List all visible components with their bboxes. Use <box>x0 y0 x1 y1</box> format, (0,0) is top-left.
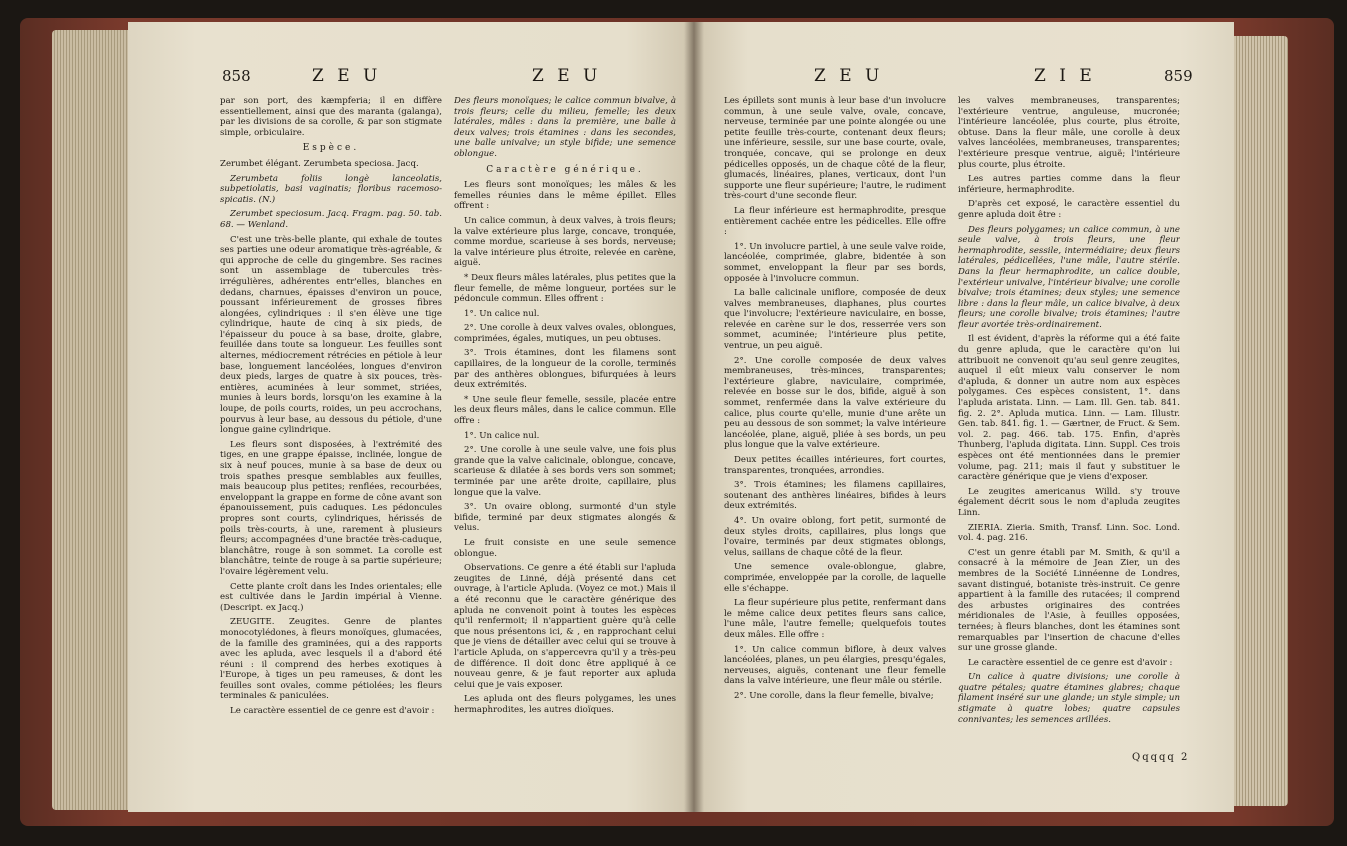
paragraph: Un calice à quatre divisions; une corolle à quatre pétales; quatre étamines glabres; chaque filament inséré sur une glande; un style simple; un stigmate à quatre lobes; quatre capsules connivantes; les semences arillées. <box>958 672 1180 725</box>
right-column-1 <box>724 96 946 746</box>
signature-mark: Qqqqq 2 <box>1132 752 1190 763</box>
paragraph: La balle calicinale uniflore, composée de deux valves membraneuses, diaphanes, plus courtes que l'involucre; l'extérieure naviculaire, en bosse, relevée en carène sur le dos, resserrée vers son sommet, acuminée; l'intérieure plus petite, ventrue, un peu aiguë. <box>724 288 946 352</box>
right-running-head-right: Z I E <box>1034 66 1096 86</box>
paragraph: 2°. Une corolle à deux valves ovales, oblongues, comprimées, égales, mutiques, un peu obtuses. <box>454 323 676 344</box>
paragraph: Le caractère essentiel de ce genre est d'avoir : <box>230 706 435 717</box>
paragraph: Le zeugites americanus Willd. s'y trouve également décrit sous le nom d'apluda zeugites Linn. <box>958 486 1180 518</box>
paragraph: Les épillets sont munis à leur base d'un involucre commun, à une seule valve, ovale, concave, nerveuse, terminée par une pointe alongée ou une petite feuille très-courte, contenant deux fleurs; une inférieure, sessile, sur une base courte, ovale, tronquée, concave, qui se prolonge en deux pédicelles opposés, un de chaque côté de la fleur, glumacés, linéaires, planes, verticaux, dont l'un supporte une fleur supérieure; l'autre, le rudiment très-court d'une seconde fleur. <box>724 96 946 202</box>
paragraph: ZIERIA. Zieria. Smith, Transf. Linn. Soc. Lond. vol. 4. pag. 216. <box>958 522 1180 544</box>
paragraph: * Une seule fleur femelle, sessile, placée entre les deux fleurs mâles, dans le calice commun. Elle offre : <box>454 394 676 427</box>
paragraph: Il est évident, d'après la réforme qui a été faite du genre apluda, que le caractère qu'on lui attribuoit ne convenoit qu'au seul genre zeugites, auquel il eût mieux valu conserver le nom d'apluda, & donner un autre nom aux espèces polygames. Ces espèces consistent, 1°. dans l'apluda aristata. Linn. — Lam. Ill. Gen. tab. 841. fig. 2. 2°. Apluda mutica. Linn. — Lam. Illustr. Gen. tab. 841. fig. 1. — Gærtner, de Fruct. & Sem. vol. 2. pag. 466. tab. 175. Enfin, d'après Thunberg, l'apluda digitata. Linn. Suppl. Ces trois espèces ont été mentionnées dans le premier volume, pag. 211; mais il faut y substituer le caractère générique que je viens d'exposer. <box>958 334 1180 483</box>
paragraph: 3°. Un ovaire oblong, surmonté d'un style bifide, terminé par deux stigmates alongés & velus. <box>454 502 676 534</box>
section-heading: Caractère générique. <box>486 164 644 175</box>
paragraph: par son port, des kæmpferia; il en diffère essentiellement, ainsi que des maranta (galanga), par les divisions de sa corolle, & par son stigmate simple, orbiculaire. <box>220 96 442 138</box>
right-page <box>694 22 1234 812</box>
paragraph: 1°. Un involucre partiel, à une seule valve roide, lancéolée, comprimée, glabre, bidentée à son sommet, enveloppant la fleur par ses bords, opposée à l'involucre commun. <box>724 241 946 284</box>
right-column-2 <box>958 96 1180 746</box>
left-column-2 <box>454 96 676 746</box>
left-page <box>128 22 694 812</box>
paragraph: 2°. Une corolle composée de deux valves membraneuses, très-minces, transparentes; l'extérieure glabre, naviculaire, comprimée, relevée en bosse sur le dos, bifide, aiguë à son sommet, renfermée dans la valve extérieure du calice, plus courte qu'elle, munie d'une arête un peu au dessous de son sommet; la valve intérieure lancéolée, plane, aiguë, pliée à ses bords, un peu plus longue que la valve extérieure. <box>724 355 946 451</box>
left-page-number: 858 <box>222 67 251 85</box>
left-running-head: Z E U <box>312 66 382 86</box>
paragraph: ZEUGITE. Zeugites. Genre de plantes monocotylédones, à fleurs monoïques, glumacées, de la famille des graminées, qui a des rapports avec les apluda, avec lesquels il a d'abord été réuni : il comprend des herbes exotiques à l'Europe, à tiges un peu rameuses, & dont les feuilles sont ovales, comme pétiolées; les fleurs terminales & paniculées. <box>220 617 442 702</box>
paragraph: Des fleurs monoïques; le calice commun bivalve, à trois fleurs; celle du milieu, femelle; les deux latérales, mâles : dans la première, une balle à deux valves; trois étamines : dans les secondes, une balle univalve; un style bifide; une semence oblongue. <box>454 96 676 159</box>
paragraph: Les fleurs sont disposées, à l'extrémité des tiges, en une grappe épaisse, inclinée, longue de six à neuf pouces, munie à sa base de deux ou trois spathes presque semblables aux feuilles, mais beaucoup plus petites; renflées, recourbées, enveloppant la grappe en forme de cône avant son épanouissement, puis caduques. Les pédoncules propres sont courts, cylindriques, hérissés de poils très-courts, à une, rarement à plusieurs fleurs; accompagnées d'une bractée très-caduque, blanchâtre, rouge à son sommet. La corolle est blanchâtre, teinte de rouge à sa partie supérieure; l'ovaire légèrement velu. <box>220 439 442 577</box>
book-gutter <box>684 22 704 812</box>
paragraph: Cette plante croît dans les Indes orientales; elle est cultivée dans le Jardin impérial à Vienne. (Descript. ex Jacq.) <box>220 581 442 613</box>
paragraph: C'est un genre établi par M. Smith, & qu'il a consacré à la mémoire de Jean Zier, un des membres de la Société Linnéenne de Londres, savant distingué, botaniste très-instruit. Ce genre appartient à la famille des rutacées; il comprend des arbustes originaires des contrées méridionales de l'Asie, à feuilles opposées, ternées; à fleurs blanches, dont les étamines sont remarquables par l'insertion de chacune d'elles sur une grosse glande. <box>958 547 1180 654</box>
paragraph: 1°. Un calice commun biflore, à deux valves lancéolées, planes, un peu élargies, presqu'égales, nerveuses, aiguës, contenant une fleur femelle dans la valve intérieure, une fleur mâle ou stérile. <box>724 644 946 687</box>
paragraph: Zerumbet speciosum. Jacq. Fragm. pag. 50. tab. 68. — Wenland. <box>220 209 442 230</box>
right-page-number: 859 <box>1164 67 1193 85</box>
paragraph: La fleur supérieure plus petite, renfermant dans le même calice deux petites fleurs sans calice, l'une mâle, l'autre femelle; quelquefois toutes deux mâles. Elle offre : <box>724 598 946 640</box>
paragraph: * Deux fleurs mâles latérales, plus petites que la fleur femelle, de même longueur, portées sur le pédoncule commun. Elles offrent : <box>454 272 676 305</box>
paragraph: Les apluda ont des fleurs polygames, les unes hermaphrodites, les autres dioïques. <box>454 694 676 715</box>
paragraph: Des fleurs polygames; un calice commun, à une seule valve, à trois fleurs, une fleur hermaphrodite, sessile, intermédiaire; deux fleurs latérales, pédicellées, l'une mâle, l'autre stérile. Dans la fleur hermaphrodite, un calice double, l'extérieur univalve, l'intérieur bivalve; une corolle bivalve; trois étamines; deux styles; une semence libre : dans la fleur mâle, un calice bivalve, à deux fleurs; une corolle bivalve; trois étamines; l'autre fleur avortée très-ordinairement. <box>958 224 1180 330</box>
paragraph: 4°. Un ovaire oblong, fort petit, surmonté de deux styles droits, capillaires, plus longs que l'ovaire, terminés par deux stigmates oblongs, velus, saillans de chaque côté de la fleur. <box>724 515 946 558</box>
section-heading: Espèce. <box>302 143 360 154</box>
paragraph: 2°. Une corolle à une seule valve, une fois plus grande que la valve calicinale, oblongue, concave, scarieuse & dilatée à ses bords vers son sommet; terminée par une arête droite, capillaire, plus longue que la valve. <box>454 445 676 498</box>
left-column-1 <box>220 96 442 746</box>
paragraph: D'après cet exposé, le caractère essentiel du genre apluda doit être : <box>958 199 1180 220</box>
paragraph: La fleur inférieure est hermaphrodite, presque entièrement cachée entre les pédicelles. Elle offre : <box>724 205 946 238</box>
right-running-head-left: Z E U <box>814 66 884 86</box>
paragraph: C'est une très-belle plante, qui exhale de toutes ses parties une odeur aromatique très-agréable, & qui approche de celle du gingembre. Ses racines sont un assemblage de tubercules très-irrégulières, adhérentes entr'elles, blanches en dedans, charnues, épaisses d'environ un pouce, poussant inférieurement de grosses fibres alongées, cylindriques : il s'en élève une tige cylindrique, haute de cinq à six pieds, de l'épaisseur du pouce à sa base, droite, glabre, feuillée dans toute sa longueur. Les feuilles sont alternes, médiocrement rétrécies en pétiole à leur base, longuement lancéolées, longues d'environ deux pieds, larges de quatre à six pouces, très-entières, acuminées à leur sommet, striées, munies à leurs bords, lorsqu'on les examine à la loupe, de poils courts, roides, un peu accrochans, pourvus à leur base, au dessous du pétiole, d'une longue gaine cylindrique. <box>220 234 442 436</box>
paragraph: Zerumbeta foliis longè lanceolatis, subpetiolatis, basi vaginatis; floribus racemoso-spicatis. (N.) <box>220 173 442 205</box>
paragraph: 3°. Trois étamines; les filamens capillaires, soutenant des anthères linéaires, bifides à leurs deux extrémités. <box>724 480 946 512</box>
paragraph: 1°. Un calice nul. <box>464 308 540 319</box>
paragraph: 3°. Trois étamines, dont les filamens sont capillaires, de la longueur de la corolle, terminés par des anthères oblongues, bifurquées à leurs deux extrémités. <box>454 348 676 391</box>
paragraph: Les autres parties comme dans la fleur inférieure, hermaphrodite. <box>958 174 1180 195</box>
left-page-edges <box>52 30 132 810</box>
paragraph: Une semence ovale-oblongue, glabre, comprimée, enveloppée par la corolle, de laquelle elle s'échappe. <box>724 562 946 594</box>
paragraph: Le fruit consiste en une seule semence oblongue. <box>454 537 676 559</box>
right-page-edges <box>1230 36 1288 806</box>
paragraph: 1°. Un calice nul. <box>464 430 540 441</box>
paragraph: 2°. Une corolle, dans la fleur femelle, bivalve; <box>734 690 934 701</box>
paragraph: Deux petites écailles intérieures, fort courtes, transparentes, tronquées, arrondies. <box>724 455 946 476</box>
left-running-head-2: Z E U <box>532 66 602 86</box>
paragraph: les valves membraneuses, transparentes; l'extérieure ventrue, anguleuse, mucronée; l'intérieure lancéolée, plus courte, plus étroite, obtuse. Dans la fleur mâle, une corolle à deux valves lancéolées, membraneuses, transparentes; l'extérieure presque ventrue, aiguë; l'intérieure plus courte, plus étroite. <box>958 96 1180 170</box>
paragraph: Un calice commun, à deux valves, à trois fleurs; la valve extérieure plus large, concave, tronquée, comme mordue, scarieuse à ses bords, nerveuse; la valve intérieure plus étroite, relevée en carène, aiguë. <box>454 215 676 269</box>
paragraph: Observations. Ce genre a été établi sur l'apluda zeugites de Linné, déjà présenté dans cet ouvrage, à l'article Apluda. (Voyez ce mot.) Mais il a été reconnu que le caractère générique des apluda ne convenoit point à toutes les espèces qu'il renfermoit; il n'appartient guère qu'à celle que nous présentons ici, & , en rapprochant celui que je viens de détailler avec celui qui se trouve à l'article Apluda, on s'appercevra qu'il y a très-peu de différence. Il doit donc être appliqué à ce nouveau genre, & je faut reporter aux apluda celui que je vais exposer. <box>454 563 676 690</box>
paragraph: Les fleurs sont monoïques; les mâles & les femelles réunies dans le même épillet. Elles offrent : <box>454 180 676 212</box>
paragraph: Zerumbet élégant. Zerumbeta speciosa. Jacq. <box>220 158 419 169</box>
paragraph: Le caractère essentiel de ce genre est d'avoir : <box>968 657 1173 668</box>
